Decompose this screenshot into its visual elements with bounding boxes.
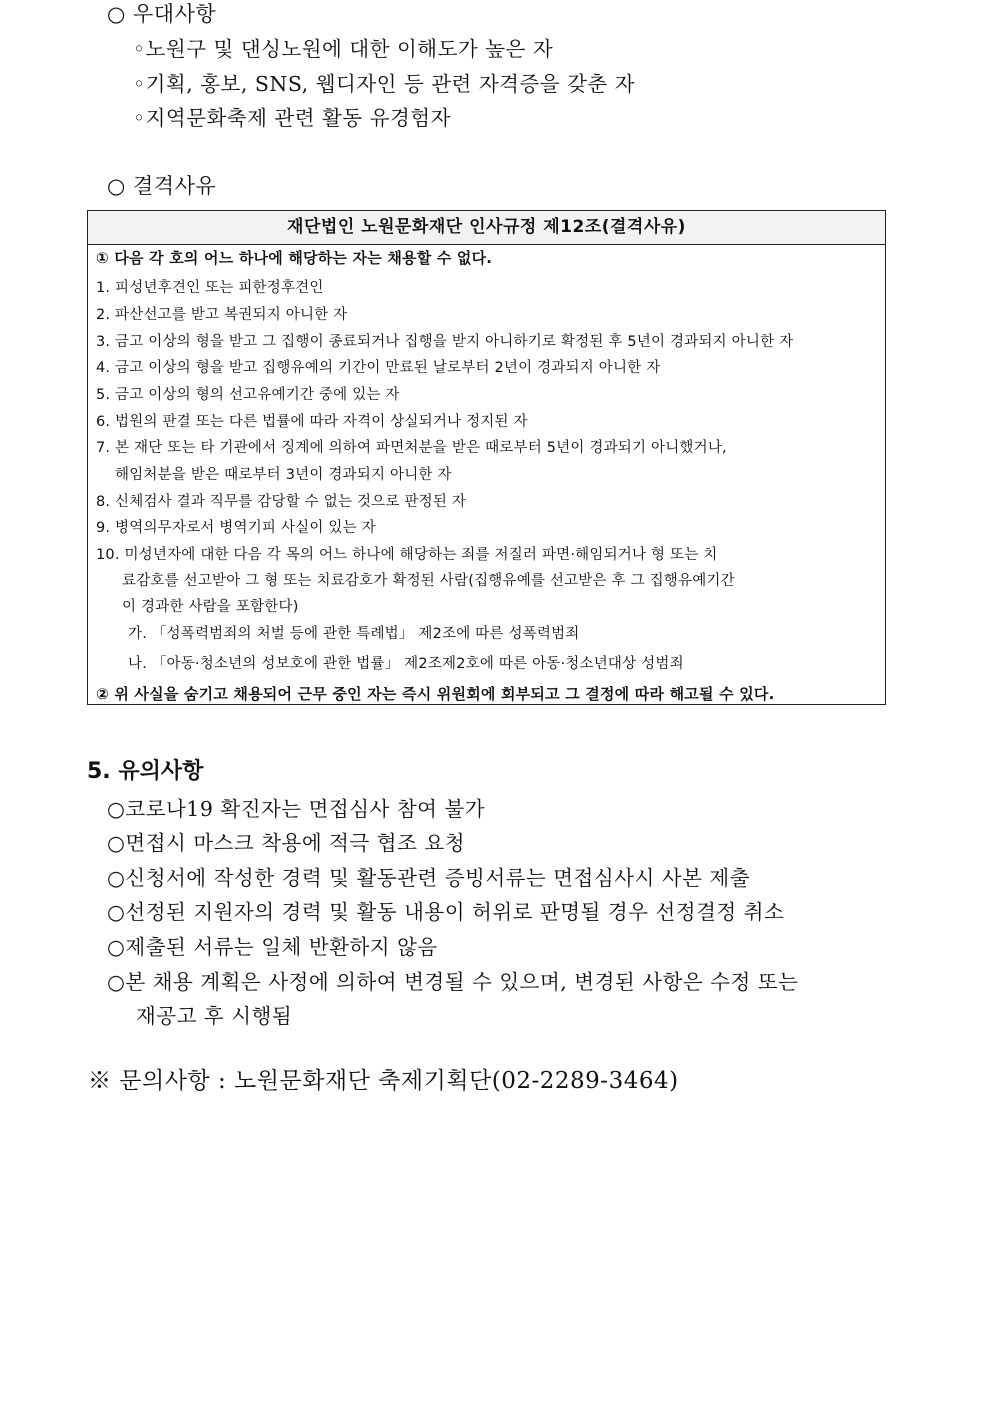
disqualification-item: 7. 본 재단 또는 타 기관에서 징계에 의하여 파면처분을 받은 때로부터 5년이 경과되기 아니했거나,	[96, 440, 727, 456]
disqualification-item-cont: 료감호를 선고받아 그 형 또는 치료감호가 확정된 사람(집행유예를 선고받은 후 그 집행유예기간	[122, 573, 735, 589]
preference-item: ◦노원구 및 댄싱노원에 대한 이해도가 높은 자	[133, 37, 554, 61]
preference-item: ◦기획, 홍보, SNS, 웹디자인 등 관련 자격증을 갖춘 자	[133, 72, 636, 96]
note-item: ○선정된 지원자의 경력 및 활동 내용이 허위로 판명될 경우 선정결정 취소	[107, 900, 785, 924]
note-item: ○신청서에 작성한 경력 및 활동관련 증빙서류는 면접심사시 사본 제출	[107, 866, 751, 890]
notes-title: 5. 유의사항	[87, 759, 204, 784]
disqualification-subitem: 가. 「성폭력범죄의 처벌 등에 관한 특례법」 제2조에 따른 성폭력범죄	[128, 626, 580, 642]
disqualification-item: 4. 금고 이상의 형을 받고 집행유예의 기간이 만료된 날로부터 2년이 경과되지 아니한 자	[96, 360, 661, 376]
note-item: ○코로나19 확진자는 면접심사 참여 불가	[107, 797, 486, 821]
disqualification-subitem: 나. 「아동·청소년의 성보호에 관한 법률」 제2조제2호에 따른 아동·청소년대상 성범죄	[128, 656, 684, 672]
disqualification-item: 10. 미성년자에 대한 다음 각 목의 어느 하나에 해당하는 죄를 저질러 파면·해임되거나 형 또는 치	[96, 547, 718, 563]
clause-1: ① 다음 각 호의 어느 하나에 해당하는 자는 채용할 수 없다.	[96, 249, 493, 267]
preference-heading: ○ 우대사항	[107, 2, 217, 26]
preference-item: ◦지역문화축제 관련 활동 유경험자	[133, 106, 451, 130]
contact-info: ※ 문의사항 : 노원문화재단 축제기획단(02-2289-3464)	[88, 1068, 679, 1094]
disqualification-item: 1. 피성년후견인 또는 피한정후견인	[96, 280, 324, 296]
clause-2: ② 위 사실을 숨기고 채용되어 근무 중인 자는 즉시 위원회에 회부되고 그 결정에 따라 해고될 수 있다.	[96, 685, 775, 703]
disqualification-item: 6. 법원의 판결 또는 다른 법률에 따라 자격이 상실되거나 정지된 자	[96, 414, 528, 430]
note-item: ○제출된 서류는 일체 반환하지 않음	[107, 935, 438, 959]
note-item: ○면접시 마스크 착용에 적극 협조 요청	[107, 831, 466, 855]
regulation-box	[87, 210, 886, 705]
note-item: ○본 채용 계획은 사정에 의하여 변경될 수 있으며, 변경된 사항은 수정 또는	[107, 970, 799, 994]
disqualification-item: 2. 파산선고를 받고 복권되지 아니한 자	[96, 307, 348, 323]
disqualification-item: 9. 병역의무자로서 병역기피 사실이 있는 자	[96, 520, 376, 536]
disqualification-item: 8. 신체검사 결과 직무를 감당할 수 없는 것으로 판정된 자	[96, 494, 467, 510]
disqualification-heading: ○ 결격사유	[107, 174, 217, 198]
disqualification-item: 3. 금고 이상의 형을 받고 그 집행이 종료되거나 집행을 받지 아니하기로 확정된 후 5년이 경과되지 아니한 자	[96, 334, 794, 350]
disqualification-item: 5. 금고 이상의 형의 선고유예기간 중에 있는 자	[96, 387, 400, 403]
note-item-cont: 재공고 후 시행됨	[136, 1004, 293, 1028]
disqualification-item-cont: 이 경과한 사람을 포함한다)	[122, 599, 299, 615]
regulation-box-title: 재단법인 노원문화재단 인사규정 제12조(결격사유)	[88, 211, 885, 245]
disqualification-item-cont: 해임처분을 받은 때로부터 3년이 경과되지 아니한 자	[115, 467, 452, 483]
